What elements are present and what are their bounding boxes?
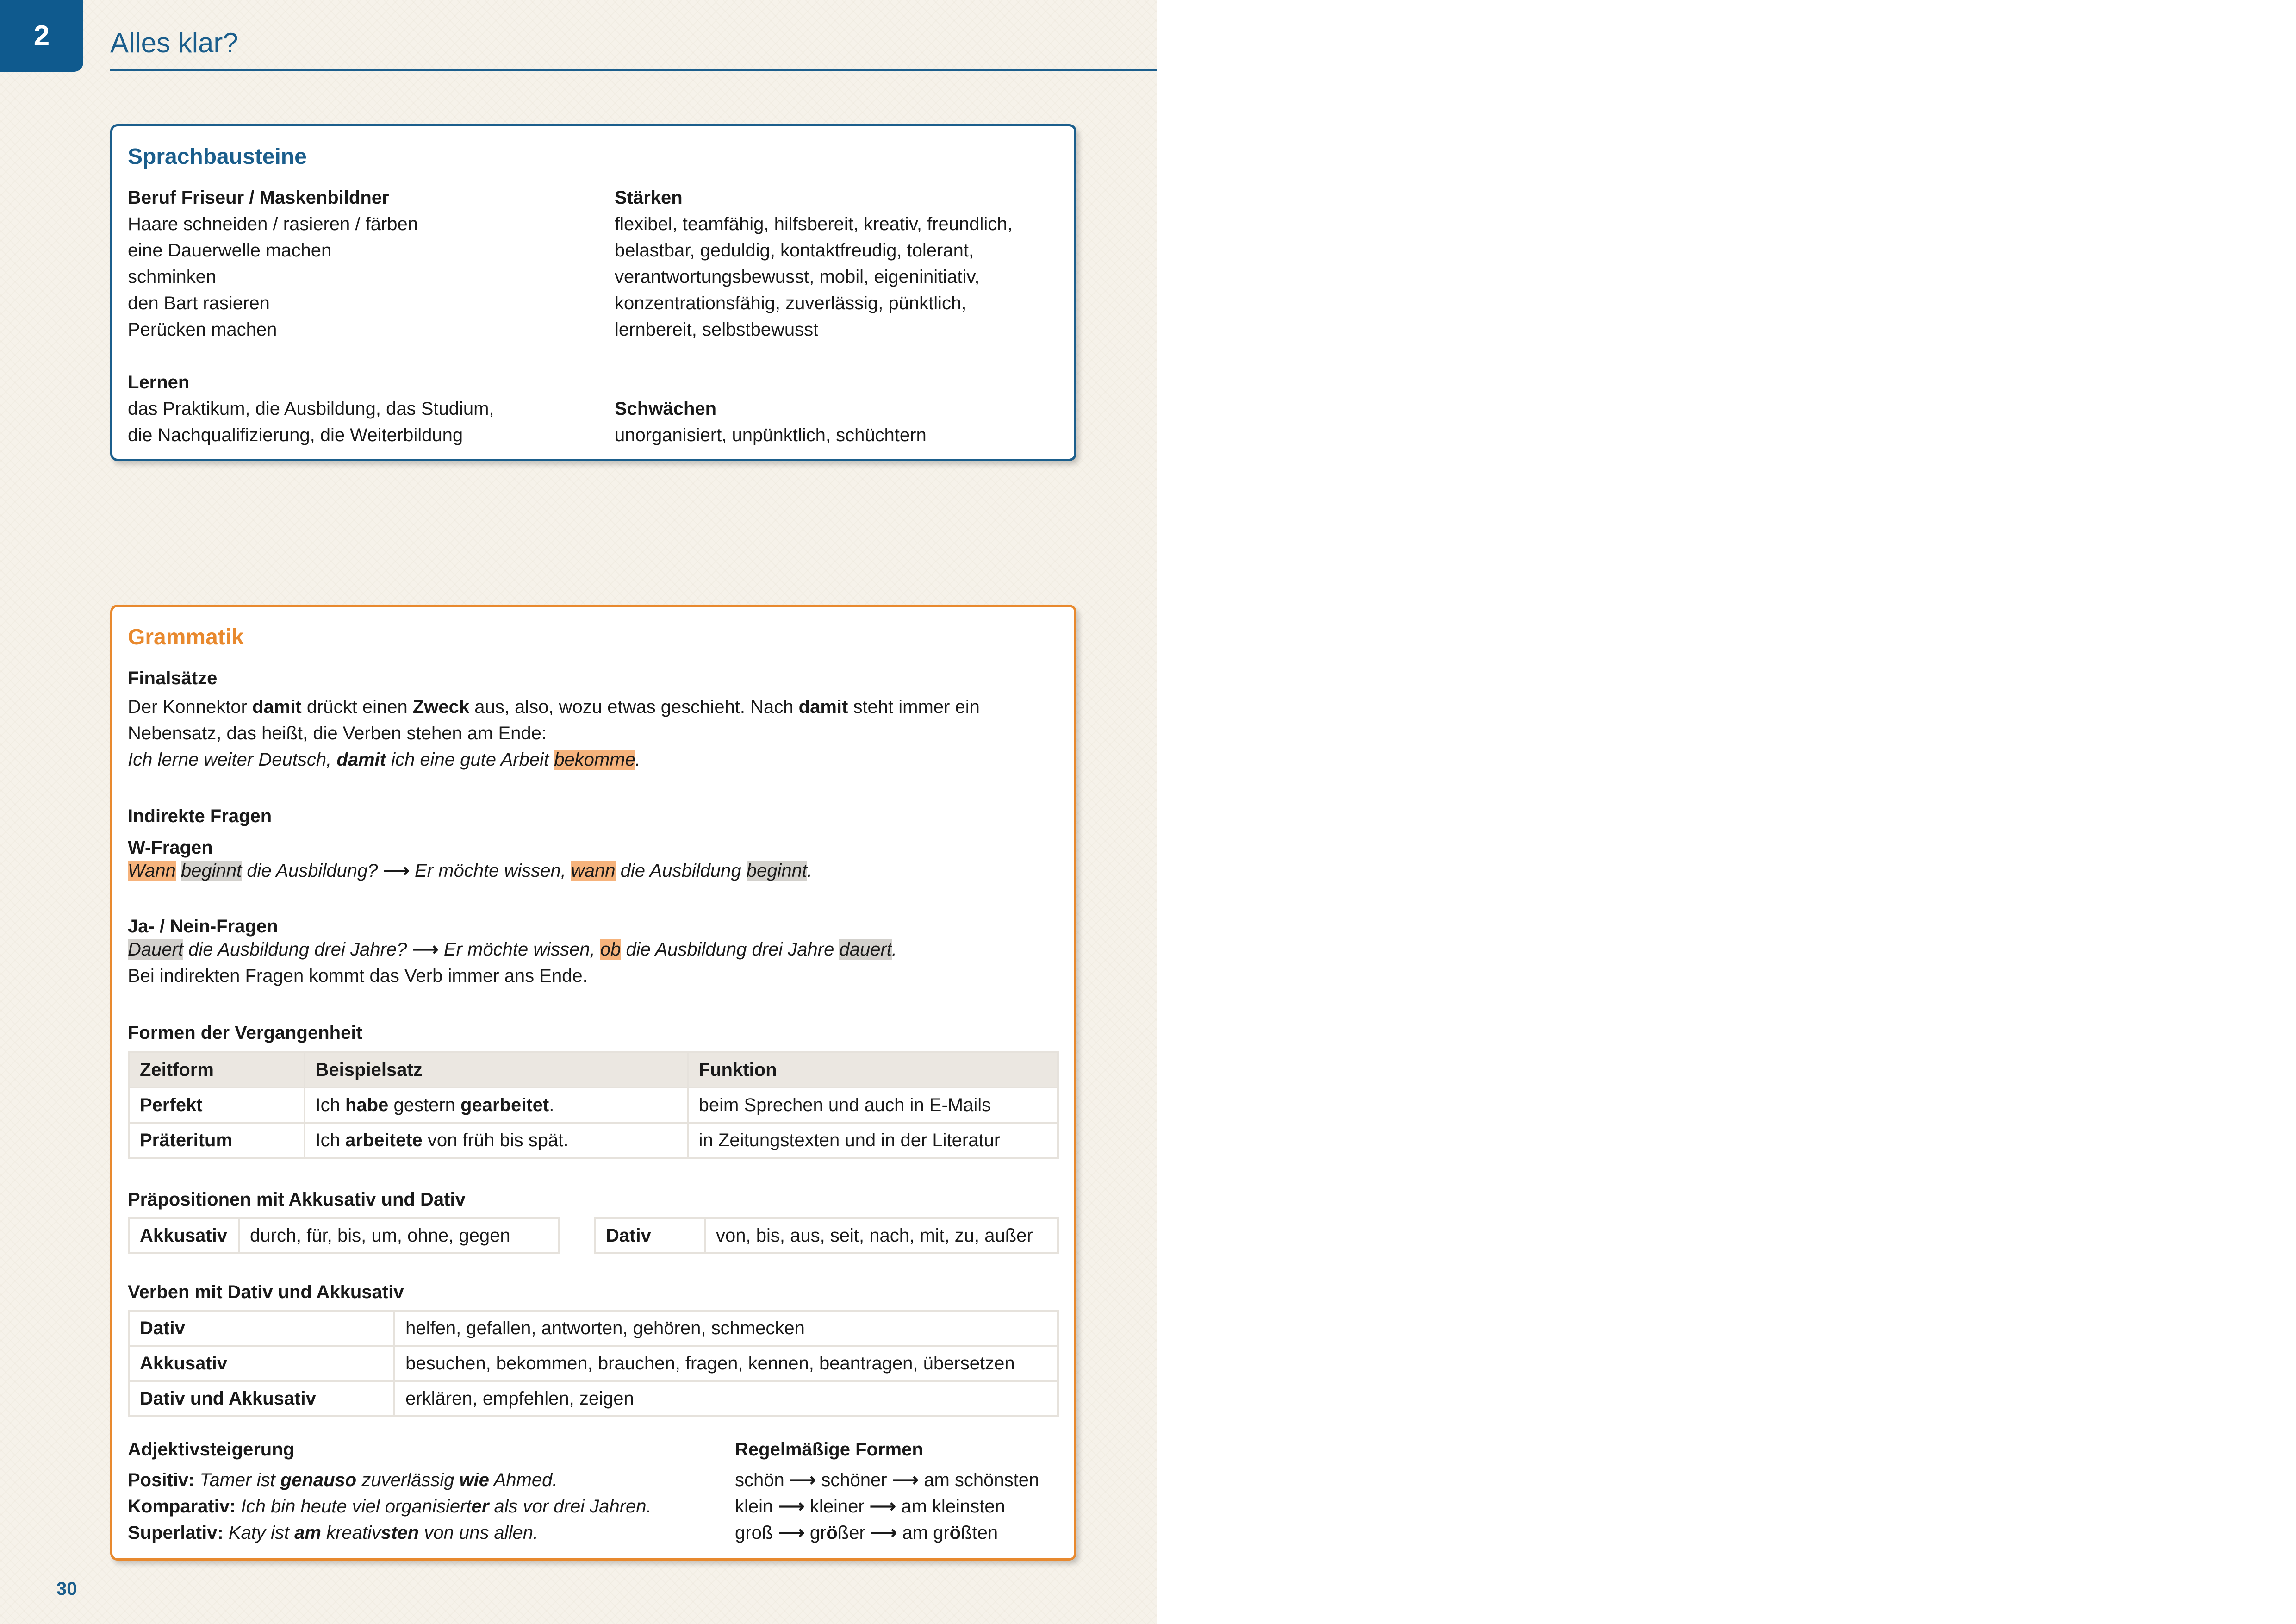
staerken-heading: Stärken [615, 187, 683, 208]
regel-row-1: schön ⟶ schöner ⟶ am schönsten [735, 1470, 1039, 1490]
arrow-right-icon: ⟶ [778, 1523, 805, 1543]
chapter-number: 2 [33, 20, 50, 52]
table-cell: von, bis, aus, seit, nach, mit, zu, außer [705, 1218, 1058, 1253]
regel-heading: Regelmäßige Formen [735, 1439, 923, 1460]
arrow-right-icon: ⟶ [383, 861, 410, 881]
table-cell: helfen, gefallen, antworten, gehören, schmecken [394, 1311, 1058, 1346]
text-line: konzentrationsfähig, zuverlässig, pünktlich, [615, 293, 967, 313]
text-line: verantwortungsbewusst, mobil, eigeninitiativ, [615, 267, 980, 287]
ja-nein-fragen-heading: Ja- / Nein-Fragen [128, 916, 278, 937]
schwaechen-section [615, 396, 927, 449]
ja-nein-example: Dauert die Ausbildung drei Jahre? ⟶ Er möchte wissen, ob die Ausbildung drei Jahre dauert. [128, 939, 897, 960]
lernen-section [128, 369, 494, 449]
superlativ-example: Superlativ: Katy ist am kreativsten von uns allen. [128, 1523, 539, 1543]
praepositionen-heading: Präpositionen mit Akkusativ und Dativ [128, 1189, 466, 1210]
indirekte-fragen-heading: Indirekte Fragen [128, 806, 272, 826]
sprachbausteine-title: Sprachbausteine [128, 144, 307, 169]
grammatik-title: Grammatik [128, 625, 244, 650]
chapter-badge [0, 0, 83, 72]
header-divider [110, 69, 1157, 71]
table-cell: in Zeitungstexten und in der Literatur [688, 1123, 1058, 1158]
table-row [129, 1346, 1058, 1381]
staerken-section [615, 185, 1013, 343]
table-cell: durch, für, bis, um, ohne, gegen [239, 1218, 559, 1253]
table-header-row [129, 1052, 1058, 1087]
arrow-right-icon: ⟶ [892, 1470, 919, 1490]
positiv-example: Positiv: Tamer ist genauso zuverlässig wie Ahmed. [128, 1470, 558, 1490]
finalsaetze-line-1: Der Konnektor damit drückt einen Zweck aus, also, wozu etwas geschieht. Nach damit steht immer ein [128, 697, 980, 717]
vergangenheit-table [128, 1051, 1059, 1159]
page-title: Alles klar? [110, 27, 238, 58]
table-cell: erklären, empfehlen, zeigen [394, 1381, 1058, 1416]
komparativ-example: Komparativ: Ich bin heute viel organisierter als vor drei Jahren. [128, 1496, 652, 1517]
text-line: die Nachqualifizierung, die Weiterbildung [128, 425, 463, 445]
finalsaetze-line-2: Nebensatz, das heißt, die Verben stehen am Ende: [128, 723, 547, 743]
list-item: Perücken machen [128, 319, 277, 340]
table-row [129, 1311, 1058, 1346]
table-row [595, 1218, 1058, 1253]
table-cell: Akkusativ [129, 1346, 394, 1381]
w-fragen-example: Wann beginnt die Ausbildung? ⟶ Er möchte wissen, wann die Ausbildung beginnt. [128, 861, 813, 881]
arrow-right-icon: ⟶ [869, 1496, 896, 1517]
text-line: lernbereit, selbstbewusst [615, 319, 819, 340]
table-cell: beim Sprechen und auch in E-Mails [688, 1087, 1058, 1123]
table-cell: Ich arbeitete von früh bis spät. [305, 1123, 688, 1158]
table-row [129, 1218, 559, 1253]
grammatik-box [110, 605, 1076, 1561]
page-number: 30 [56, 1579, 77, 1599]
lernen-heading: Lernen [128, 372, 190, 393]
text-line: das Praktikum, die Ausbildung, das Studium, [128, 399, 494, 419]
column-header: Zeitform [129, 1052, 305, 1087]
table-cell: Akkusativ [129, 1218, 239, 1253]
list-item: Haare schneiden / rasieren / färben [128, 214, 418, 234]
column-header: Beispielsatz [305, 1052, 688, 1087]
table-cell: Präteritum [129, 1123, 305, 1158]
table-row [129, 1123, 1058, 1158]
table-cell: besuchen, bekommen, brauchen, fragen, kennen, beantragen, übersetzen [394, 1346, 1058, 1381]
text-line: belastbar, geduldig, kontaktfreudig, tolerant, [615, 240, 974, 261]
list-item: schminken [128, 267, 217, 287]
column-header: Funktion [688, 1052, 1058, 1087]
text-line: unorganisiert, unpünktlich, schüchtern [615, 425, 927, 445]
sprachbausteine-box [110, 124, 1076, 461]
list-item: den Bart rasieren [128, 293, 270, 313]
text-line: flexibel, teamfähig, hilfsbereit, kreativ, freundlich, [615, 214, 1013, 234]
verben-table [128, 1310, 1059, 1417]
table-cell: Dativ [129, 1311, 394, 1346]
regel-row-2: klein ⟶ kleiner ⟶ am kleinsten [735, 1496, 1005, 1517]
beruf-section [128, 185, 418, 343]
table-cell: Dativ [595, 1218, 705, 1253]
table-cell: Ich habe gestern gearbeitet. [305, 1087, 688, 1123]
list-item: eine Dauerwelle machen [128, 240, 332, 261]
schwaechen-heading: Schwächen [615, 399, 717, 419]
arrow-right-icon: ⟶ [778, 1496, 805, 1517]
table-row [129, 1381, 1058, 1416]
table-row [129, 1087, 1058, 1123]
arrow-right-icon: ⟶ [789, 1470, 816, 1490]
finalsaetze-heading: Finalsätze [128, 668, 218, 688]
adjektiv-heading: Adjektivsteigerung [128, 1439, 295, 1460]
indirekte-note: Bei indirekten Fragen kommt das Verb immer ans Ende. [128, 966, 588, 986]
verben-heading: Verben mit Dativ und Akkusativ [128, 1282, 404, 1302]
akkusativ-table [128, 1217, 560, 1254]
w-fragen-heading: W-Fragen [128, 837, 213, 858]
table-cell: Perfekt [129, 1087, 305, 1123]
finalsaetze-example: Ich lerne weiter Deutsch, damit ich eine gute Arbeit bekomme. [128, 750, 641, 770]
vergangenheit-heading: Formen der Vergangenheit [128, 1023, 362, 1043]
table-cell: Dativ und Akkusativ [129, 1381, 394, 1416]
regel-row-3: groß ⟶ größer ⟶ am größten [735, 1523, 998, 1543]
dativ-table [594, 1217, 1059, 1254]
arrow-right-icon: ⟶ [412, 939, 439, 960]
arrow-right-icon: ⟶ [870, 1523, 897, 1543]
beruf-heading: Beruf Friseur / Maskenbildner [128, 187, 389, 208]
